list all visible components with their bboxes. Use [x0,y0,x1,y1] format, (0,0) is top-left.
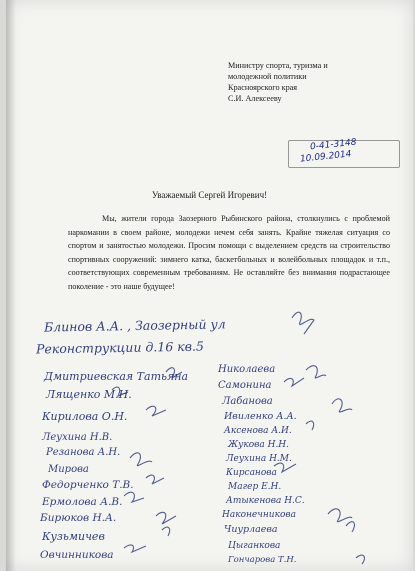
letter-body [68,212,390,294]
addressee-block [228,60,408,104]
signature-right: Кирсанова [226,468,277,478]
signature-left: Бирюков Н.А. [40,512,117,524]
signature-left: Кирилова О.Н. [42,410,128,423]
signature-mark [162,527,170,536]
signature-right: Леухина Н.М. [226,454,292,464]
addressee-line: Министру спорта, туризма и [228,61,328,70]
signature-mark [274,463,296,472]
signature-mark [146,475,164,484]
signature-right: Самонина [218,380,272,391]
signature-left: Кузьмичев [42,530,105,543]
signature-right: Наконечникова [222,510,296,520]
signature-mark [124,492,144,502]
signature-mark [146,406,166,416]
signature-left: Резанова А.Н. [46,447,121,458]
signature-right: Николаева [218,364,276,375]
signature-right: Гончарова Т.Н. [228,555,297,565]
signature-right: Атыкенова Н.С. [226,496,305,506]
signature-right: Аксенова А.И. [224,426,292,436]
signature-mark [306,421,314,430]
signature-mark [328,509,352,522]
signature-first-line: Блинов А.А. , Заозерный ул [43,316,226,335]
signature-mark [284,378,304,386]
signature-right: Жукова Н.Н. [228,440,290,450]
addressee-line: молодежной политики [228,72,307,81]
addressee-line: С.И. Алексееву [228,94,282,103]
signature-right: Лабанова [222,396,273,407]
signature-mark [356,555,364,564]
signature-right: Чиурлаева [224,524,278,535]
signature-left: Федорченко Т.В. [42,479,134,491]
signature-right: Магер Е.Н. [228,482,282,492]
signature-mark [292,312,314,334]
signature-mark [306,366,326,378]
signature-mark [130,453,152,466]
letter-sheet [6,0,413,571]
signature-left: Мирова [48,464,89,475]
signature-left: Овчинникова [40,549,114,561]
signature-mark [124,545,146,552]
signature-second-line: Реконструкции д.16 кв.5 [35,338,204,357]
signature-mark [346,522,354,532]
letter-paragraph: Мы, жители города Заозерного Рыбинского района, столкнулись с проблемой наркомании в своем районе, молодежи нечем себя занять. Крайне тяжелая ситуация со спортом и занятостью молодежи. Просим помощи с выделением средств на строительство спортивных сооружений: зимнего катка, баскетбольных и волейбольных площадок и т.п., соответствующих современным требованиям. Не оставляйте без внимания подрастающее поколение - это наше будущее! [68,214,390,291]
signature-right: Ивиленко А.А. [224,411,297,422]
handwritten-signature-marks [6,300,413,571]
addressee-line: Красноярского края [228,83,298,92]
stamp-number: 0-41-3148 [309,137,357,153]
signature-left: Дмитриевская Татьяна [44,370,189,383]
signature-mark [166,368,182,378]
signature-mark [156,512,176,524]
signature-left: Лященко М.Н. [46,388,132,401]
signature-mark [332,399,352,412]
registration-stamp [288,136,406,170]
signature-left: Леухина Н.В. [42,432,113,443]
signature-right: Цыганкова [228,541,281,551]
signature-mark [112,387,128,396]
letter-greeting: Уважаемый Сергей Игоревич! [151,190,268,200]
stamp-date: 10.09.2014 [299,149,352,165]
signature-left: Ермолова А.В. [42,496,123,508]
